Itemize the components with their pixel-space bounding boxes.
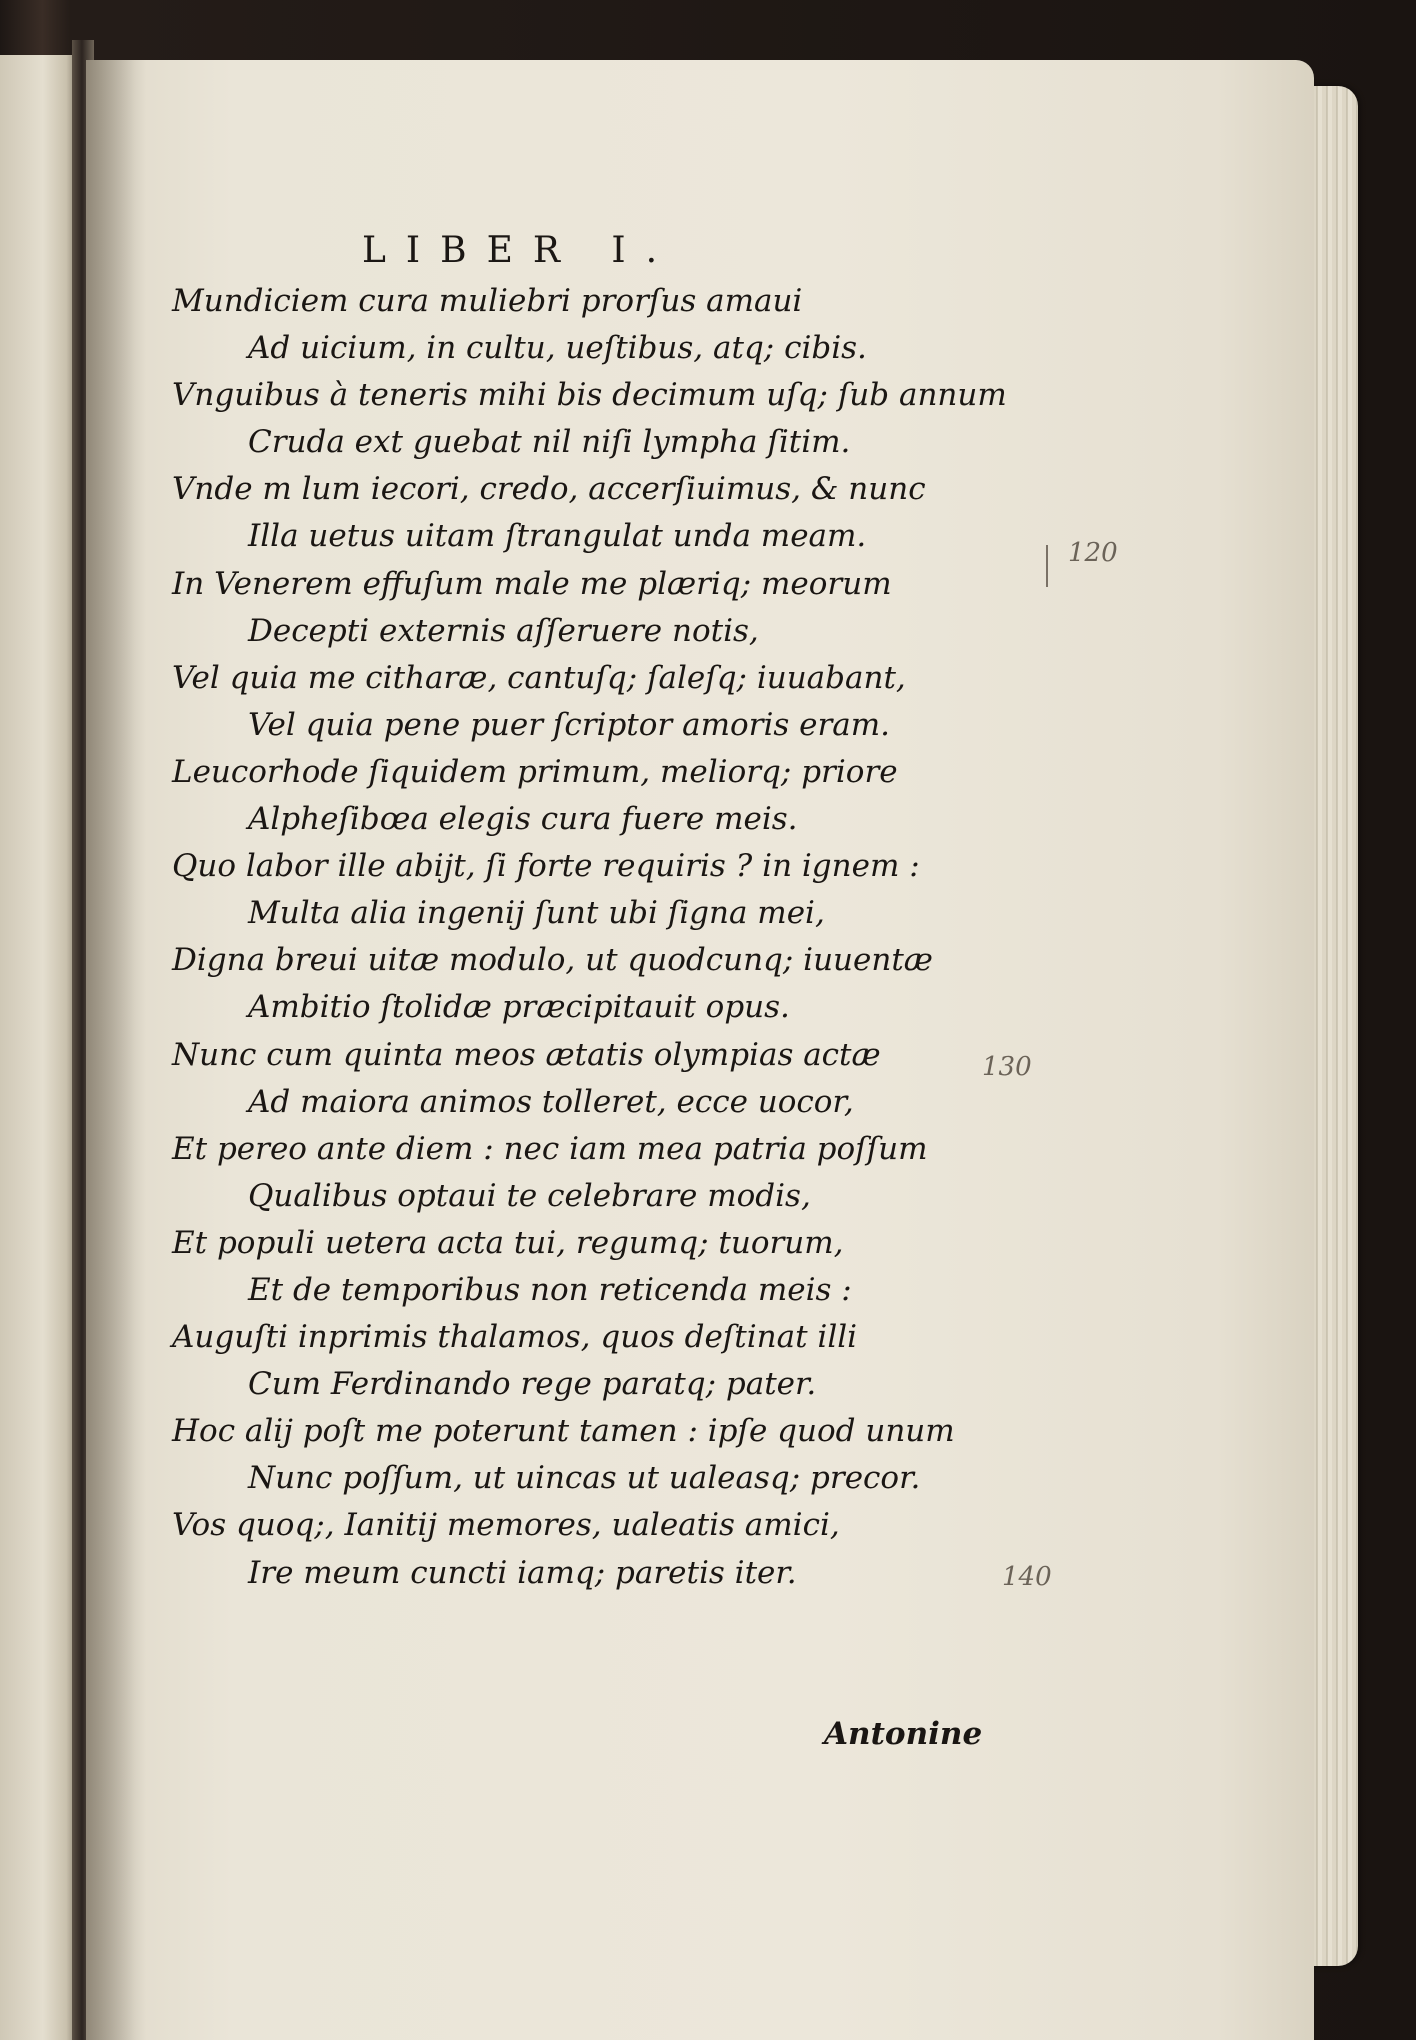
verse-line: In Venerem effuſum male me plæriq; meorum [172, 565, 892, 602]
verse-line: Et populi uetera acta tui, regumq; tuorum, [172, 1224, 844, 1261]
verse-line: Vel quia me citharæ, cantuſq; ſaleſq; iuuabant, [172, 659, 906, 696]
verse-line: Vos quoq;, Ianitij memores, ualeatis amici, [172, 1507, 840, 1544]
verse-line: Ad uicium, in cultu, ueſtibus, atq; cibis. [248, 330, 867, 367]
verse-line: Nunc poſſum, ut uincas ut ualeasq; precor. [248, 1460, 921, 1497]
verse-line: Digna breui uitæ modulo, ut quodcunq; iuuentæ [172, 942, 933, 979]
verse-line: Ad maiora animos tolleret, ecce uocor, [248, 1083, 854, 1120]
gutter-shadow [86, 60, 146, 2040]
verse-line: Qualibus optaui te celebrare modis, [248, 1177, 811, 1214]
pencil-mark [1046, 545, 1048, 587]
margin-note-line-number: 140 [1002, 1562, 1052, 1592]
verse-line: Mundiciem cura muliebri prorſus amaui [172, 283, 803, 319]
verse-line: Et pereo ante diem : nec iam mea patria poſſum [172, 1130, 928, 1167]
verse-line: Auguſti inprimis thalamos, quos deſtinat illi [172, 1319, 858, 1356]
running-head: LIBER I. [362, 230, 678, 271]
verse-line: Cum Ferdinando rege paratq; pater. [248, 1366, 817, 1403]
margin-note-line-number: 130 [982, 1052, 1032, 1082]
verse-line: Hoc alij poſt me poterunt tamen : ipſe quod unum [172, 1413, 955, 1450]
verse-line: Ambitio ſtolidæ præcipitauit opus. [248, 989, 790, 1026]
verse-line: Vnde m lum iecori, credo, accerſiuimus, & nunc [172, 471, 926, 508]
verse-text [172, 278, 1152, 1597]
verse-line: Ire meum cuncti iamq; paretis iter. [248, 1554, 797, 1591]
verse-line: Illa uetus uitam ſtrangulat unda meam. [248, 518, 867, 555]
verse-line: Nunc cum quinta meos ætatis olympias actæ [172, 1036, 881, 1073]
verse-line: Cruda ext guebat nil niſi lympha ſitim. [248, 424, 851, 461]
catchword: Antonine [824, 1716, 983, 1752]
previous-page-edge [0, 55, 78, 2040]
verse-line: Vnguibus à teneris mihi bis decimum uſq; ſub annum [172, 377, 1007, 414]
verse-line: Decepti externis aſſeruere notis, [248, 612, 759, 649]
verse-line: Et de temporibus non reticenda meis : [248, 1271, 852, 1308]
margin-note-line-number: 120 [1068, 538, 1118, 568]
verse-line: Vel quia pene puer ſcriptor amoris eram. [248, 706, 891, 743]
verse-line: Leucorhode ſiquidem primum, meliorq; priore [172, 753, 898, 790]
verse-line: Multa alia ingenij ſunt ubi ſigna mei, [248, 895, 825, 932]
verse-line: Quo labor ille abijt, ſi forte requiris ? in ignem : [172, 848, 920, 885]
verse-line: Alpheſibœa elegis cura fuere meis. [248, 801, 798, 838]
